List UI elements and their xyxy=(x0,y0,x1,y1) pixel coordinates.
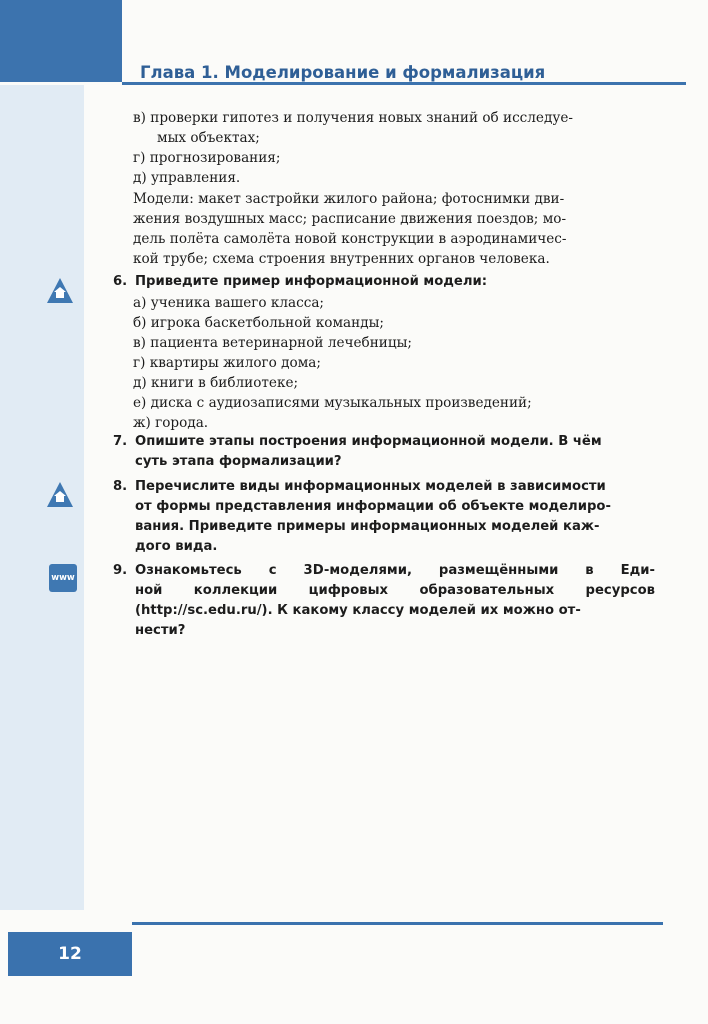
list-item: д) книги в библиотеке; xyxy=(133,375,299,391)
question-number: 8. xyxy=(113,479,128,494)
question-text: Приведите пример информационной модели: xyxy=(135,274,488,289)
question-text: дого вида. xyxy=(135,539,218,554)
footer-rule xyxy=(132,922,663,925)
list-item: ж) города. xyxy=(133,415,209,431)
text-line: г) прогнозирования; xyxy=(133,150,281,166)
header-corner-block xyxy=(0,0,122,82)
question-text: Опишите этапы построения информационной модели. В чём xyxy=(135,434,602,449)
question-number: 7. xyxy=(113,434,128,449)
list-item: в) пациента ветеринарной лечебницы; xyxy=(133,335,412,351)
list-item: г) квартиры жилого дома; xyxy=(133,355,321,371)
question-number: 9. xyxy=(113,563,128,578)
text-line: дель полёта самолёта новой конструкции в аэродинамичес- xyxy=(133,231,567,247)
question-number: 6. xyxy=(113,274,128,289)
text-line: д) управления. xyxy=(133,170,241,186)
www-icon: www xyxy=(49,564,77,592)
question-text: суть этапа формализации? xyxy=(135,454,342,469)
chapter-title: Глава 1. Моделирование и формализация xyxy=(140,63,546,82)
text-line: кой трубе; схема строения внутренних органов человека. xyxy=(133,251,550,267)
home-icon xyxy=(45,276,75,306)
question-text: нести? xyxy=(135,623,186,638)
text-line: мых объектах; xyxy=(157,130,260,146)
page-number: 12 xyxy=(58,944,82,964)
text-line: жения воздушных масс; расписание движения поездов; мо- xyxy=(133,211,567,227)
question-text: Ознакомьтесь с 3D-моделями, размещёнными в Еди- xyxy=(135,563,655,578)
question-text: (http://sc.edu.ru/). К какому классу моделей их можно от- xyxy=(135,603,581,618)
question-text: от формы представления информации об объекте моделиро- xyxy=(135,499,611,514)
list-item: е) диска с аудиозаписями музыкальных произведений; xyxy=(133,395,532,411)
header-rule xyxy=(122,82,686,85)
list-item: а) ученика вашего класса; xyxy=(133,295,325,311)
question-text: ной коллекции цифровых образовательных ресурсов xyxy=(135,583,655,598)
question-text: Перечислите виды информационных моделей в зависимости xyxy=(135,479,606,494)
text-line: Модели: макет застройки жилого района; фотоснимки дви- xyxy=(133,191,565,207)
home-icon xyxy=(45,480,75,510)
list-item: б) игрока баскетбольной команды; xyxy=(133,315,384,331)
question-text: вания. Приведите примеры информационных моделей каж- xyxy=(135,519,600,534)
text-line: в) проверки гипотез и получения новых знаний об исследуе- xyxy=(133,110,573,126)
